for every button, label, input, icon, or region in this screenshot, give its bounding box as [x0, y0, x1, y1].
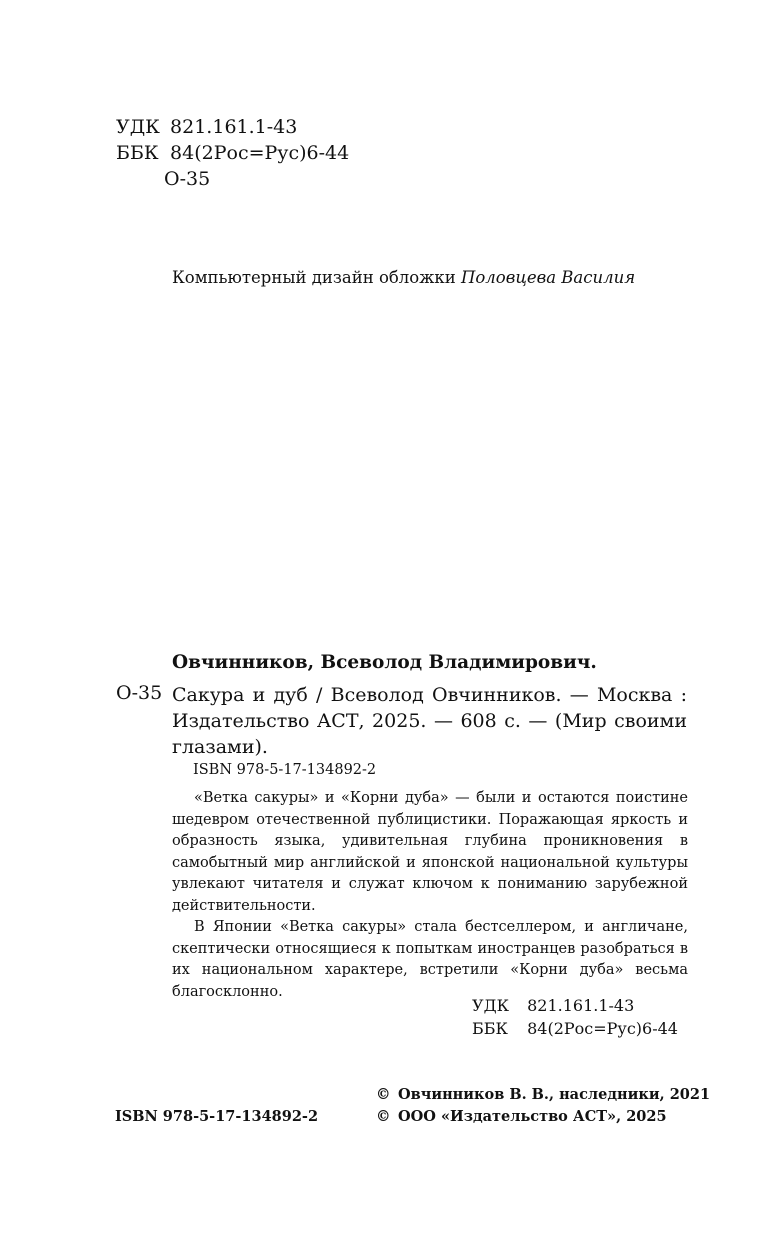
- udk-label: УДК: [116, 116, 160, 138]
- udk-value: 821.161.1-43: [527, 996, 635, 1015]
- bbk-value: 84(2Рос=Рус)6-44: [170, 142, 350, 164]
- annotation-paragraph: В Японии «Ветка сакуры» стала бестселлером, и англичане, скептически относящиеся к попыткам иностранцев разобраться в их национальном характере, встретили «Корни дуба» весьма благосклонно.: [172, 919, 688, 1000]
- catalog-code: О-35: [116, 682, 163, 704]
- copyright-line: [376, 1086, 710, 1103]
- bbk-label: ББК: [116, 142, 159, 164]
- copyright-line: [376, 1108, 667, 1125]
- udk-label: УДК: [472, 996, 509, 1015]
- author-mark-top: О-35: [164, 168, 211, 190]
- udk-bottom: [472, 996, 634, 1015]
- copyright-text: Овчинников В. В., наследники, 2021: [398, 1086, 711, 1103]
- author-heading: Овчинников, Всеволод Владимирович.: [172, 652, 597, 673]
- bbk-value: 84(2Рос=Рус)6-44: [527, 1019, 678, 1038]
- annotation: [172, 788, 688, 1003]
- annotation-paragraph: «Ветка сакуры» и «Корни дуба» — были и остаются поистине шедевром отечественной публицистики. Поражающая яркость и образность языка, удивительная глубина проникновения в самобытный мир английской и японской национальной культуры увлекают читателя и служат ключом к пониманию зарубежной действительности.: [172, 790, 688, 914]
- udk-value: 821.161.1-43: [170, 116, 298, 138]
- copyright-icon: ©: [376, 1086, 391, 1103]
- isbn-footer: ISBN 978-5-17-134892-2: [115, 1108, 319, 1125]
- udk-top: [116, 114, 297, 140]
- bbk-bottom: [472, 1019, 678, 1038]
- copyright-text: ООО «Издательство АСТ», 2025: [398, 1108, 667, 1125]
- isbn-record: ISBN 978-5-17-134892-2: [193, 762, 377, 778]
- cover-designer-name: Половцева Василия: [460, 268, 636, 287]
- bbk-top: [116, 140, 349, 166]
- cover-design-credit: [172, 268, 635, 287]
- bibliographic-description: Сакура и дуб / Всеволод Овчинников. — Москва : Издательство АСТ, 2025. — 608 с. — (Мир своими глазами).: [172, 684, 687, 758]
- copyright-icon: ©: [376, 1108, 391, 1125]
- bbk-label: ББК: [472, 1019, 508, 1038]
- cover-credit-text: Компьютерный дизайн обложки: [172, 268, 461, 287]
